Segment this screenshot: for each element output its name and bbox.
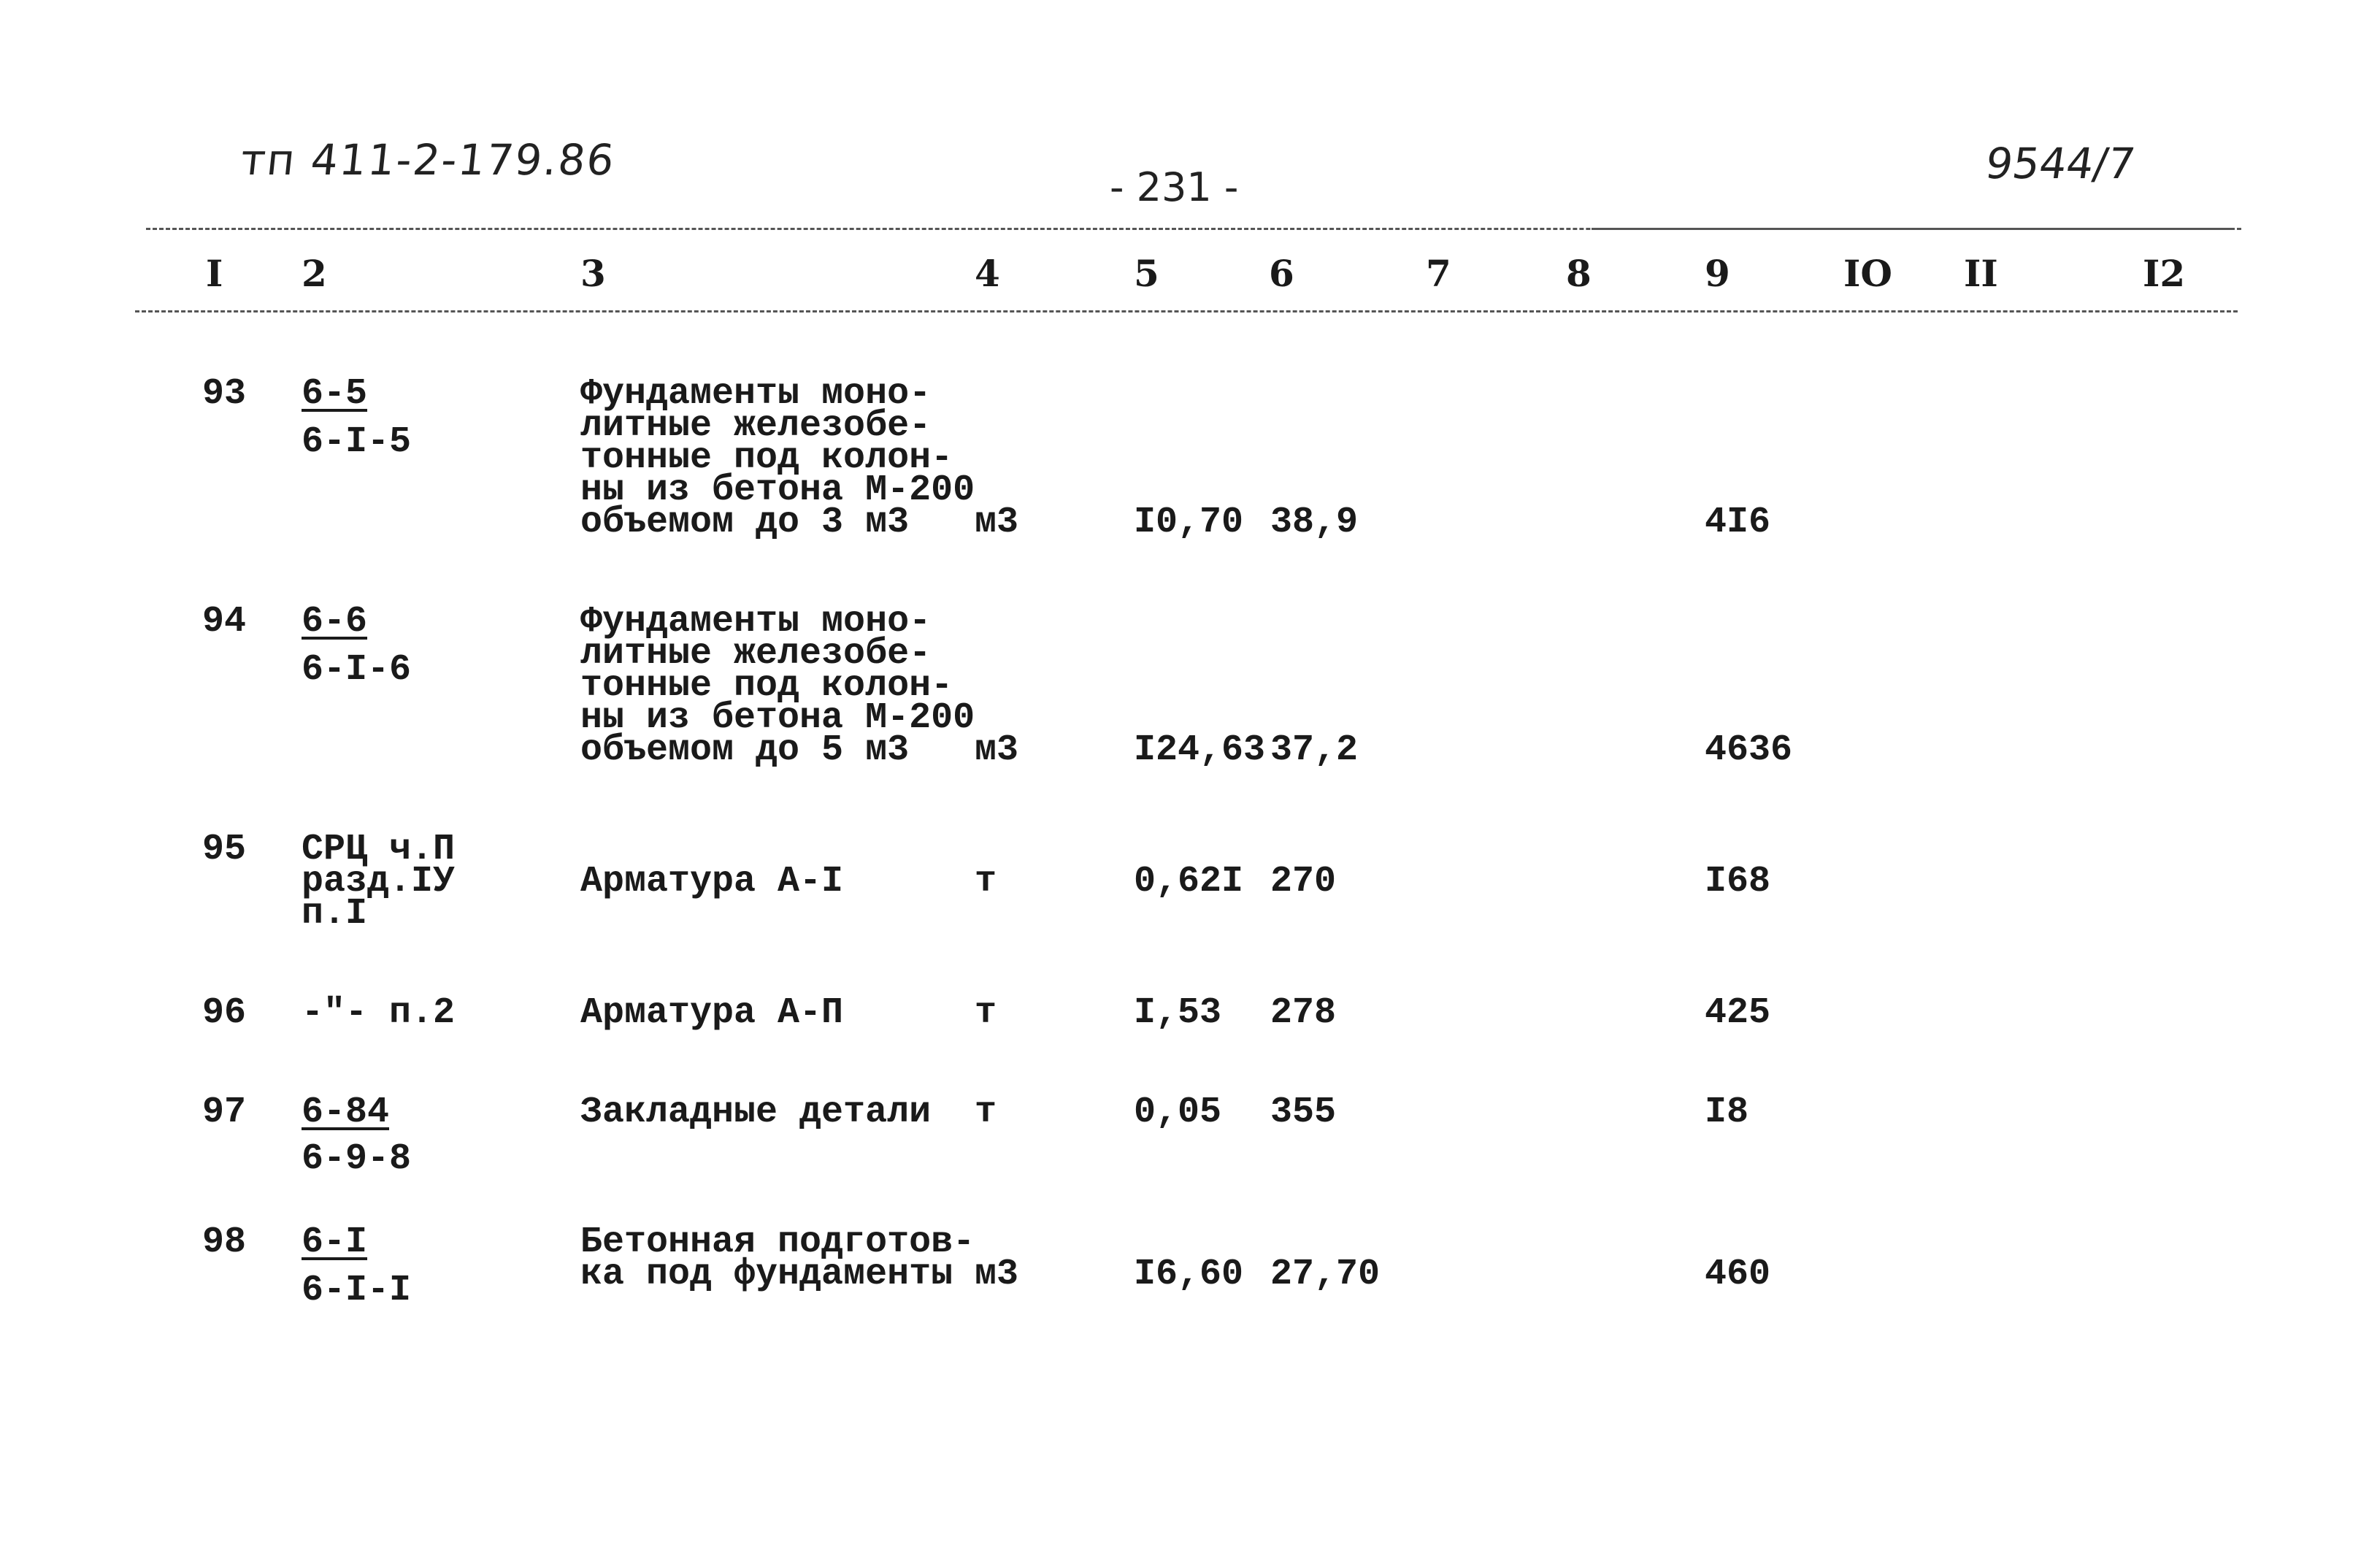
quantity: 0,62I — [1134, 861, 1244, 902]
total-cost: 4636 — [1705, 729, 1793, 771]
unit-price: 37,2 — [1270, 729, 1359, 771]
document-code: тп 411-2-179.86 — [238, 135, 618, 185]
column-number-3: 3 — [580, 252, 606, 295]
table-row-number: 93 — [202, 373, 247, 415]
work-description: Фундаменты моно- литные железобе- тонные под колон- ны из бетона М-200 объемом до 5 м3 — [580, 601, 975, 771]
work-description: Бетонная подготов- ка под фундаменты — [580, 1221, 975, 1295]
unit: м3 — [975, 1254, 1019, 1295]
column-number-7: 7 — [1426, 252, 1451, 295]
sheet-number: 9544/7 — [1982, 139, 2138, 188]
column-number-9: 9 — [1705, 252, 1730, 295]
column-number-8: 8 — [1566, 252, 1592, 295]
unit-price: 270 — [1270, 861, 1337, 902]
total-cost: 460 — [1705, 1254, 1771, 1295]
table-row-number: 94 — [202, 601, 247, 643]
unit: т — [975, 1092, 997, 1133]
table-row-number: 97 — [202, 1092, 247, 1133]
norm-code: 6-I — [302, 1221, 368, 1263]
norm-code: 6-6 — [302, 601, 368, 643]
total-cost: 4I6 — [1705, 502, 1771, 543]
table-row-number: 96 — [202, 992, 247, 1034]
column-number-11: II — [1964, 252, 1998, 295]
unit: т — [975, 861, 997, 902]
unit-price: 278 — [1270, 992, 1337, 1034]
column-number-12: I2 — [2143, 252, 2186, 295]
norm-code: -"- п.2 — [302, 992, 456, 1034]
column-number-2: 2 — [302, 252, 327, 295]
price-code: 6-I-5 — [302, 421, 412, 463]
price-code: 6-I-6 — [302, 649, 412, 691]
unit-price: 355 — [1270, 1092, 1337, 1133]
total-cost: I68 — [1705, 861, 1771, 902]
unit: т — [975, 992, 997, 1034]
unit-price: 27,70 — [1270, 1254, 1381, 1295]
work-description: Арматура А-I — [580, 861, 844, 902]
work-description: Арматура А-П — [580, 992, 844, 1034]
norm-code: 6-84 — [302, 1092, 390, 1133]
column-number-5: 5 — [1134, 252, 1159, 295]
header-bottom-rule — [135, 310, 2238, 312]
quantity: I,53 — [1134, 992, 1222, 1034]
price-code: 6-I-I — [302, 1270, 412, 1311]
quantity: I0,70 — [1134, 502, 1244, 543]
work-description: Закладные детали — [580, 1092, 932, 1133]
column-number-1: I — [206, 252, 223, 295]
unit-price: 38,9 — [1270, 502, 1359, 543]
total-cost: 425 — [1705, 992, 1771, 1034]
total-cost: I8 — [1705, 1092, 1749, 1133]
work-description: Фундаменты моно- литные железобе- тонные под колон- ны из бетона М-200 объемом до 3 м3 — [580, 373, 975, 543]
table-row-number: 98 — [202, 1221, 247, 1263]
column-number-10: IO — [1843, 252, 1892, 295]
price-code: 6-9-8 — [302, 1138, 412, 1180]
quantity: I6,60 — [1134, 1254, 1244, 1295]
norm-code: 6-5 — [302, 373, 368, 415]
unit: м3 — [975, 502, 1019, 543]
column-number-4: 4 — [975, 252, 1000, 295]
unit: м3 — [975, 729, 1019, 771]
column-number-6: 6 — [1269, 252, 1294, 295]
quantity: I24,63 — [1134, 729, 1266, 771]
table-row-number: 95 — [202, 829, 247, 870]
page-number: - 231 - — [1110, 164, 1239, 210]
quantity: 0,05 — [1134, 1092, 1222, 1133]
header-top-rule-right — [1592, 228, 2234, 230]
norm-code: СРЦ ч.П разд.IУ п.I — [302, 829, 456, 935]
